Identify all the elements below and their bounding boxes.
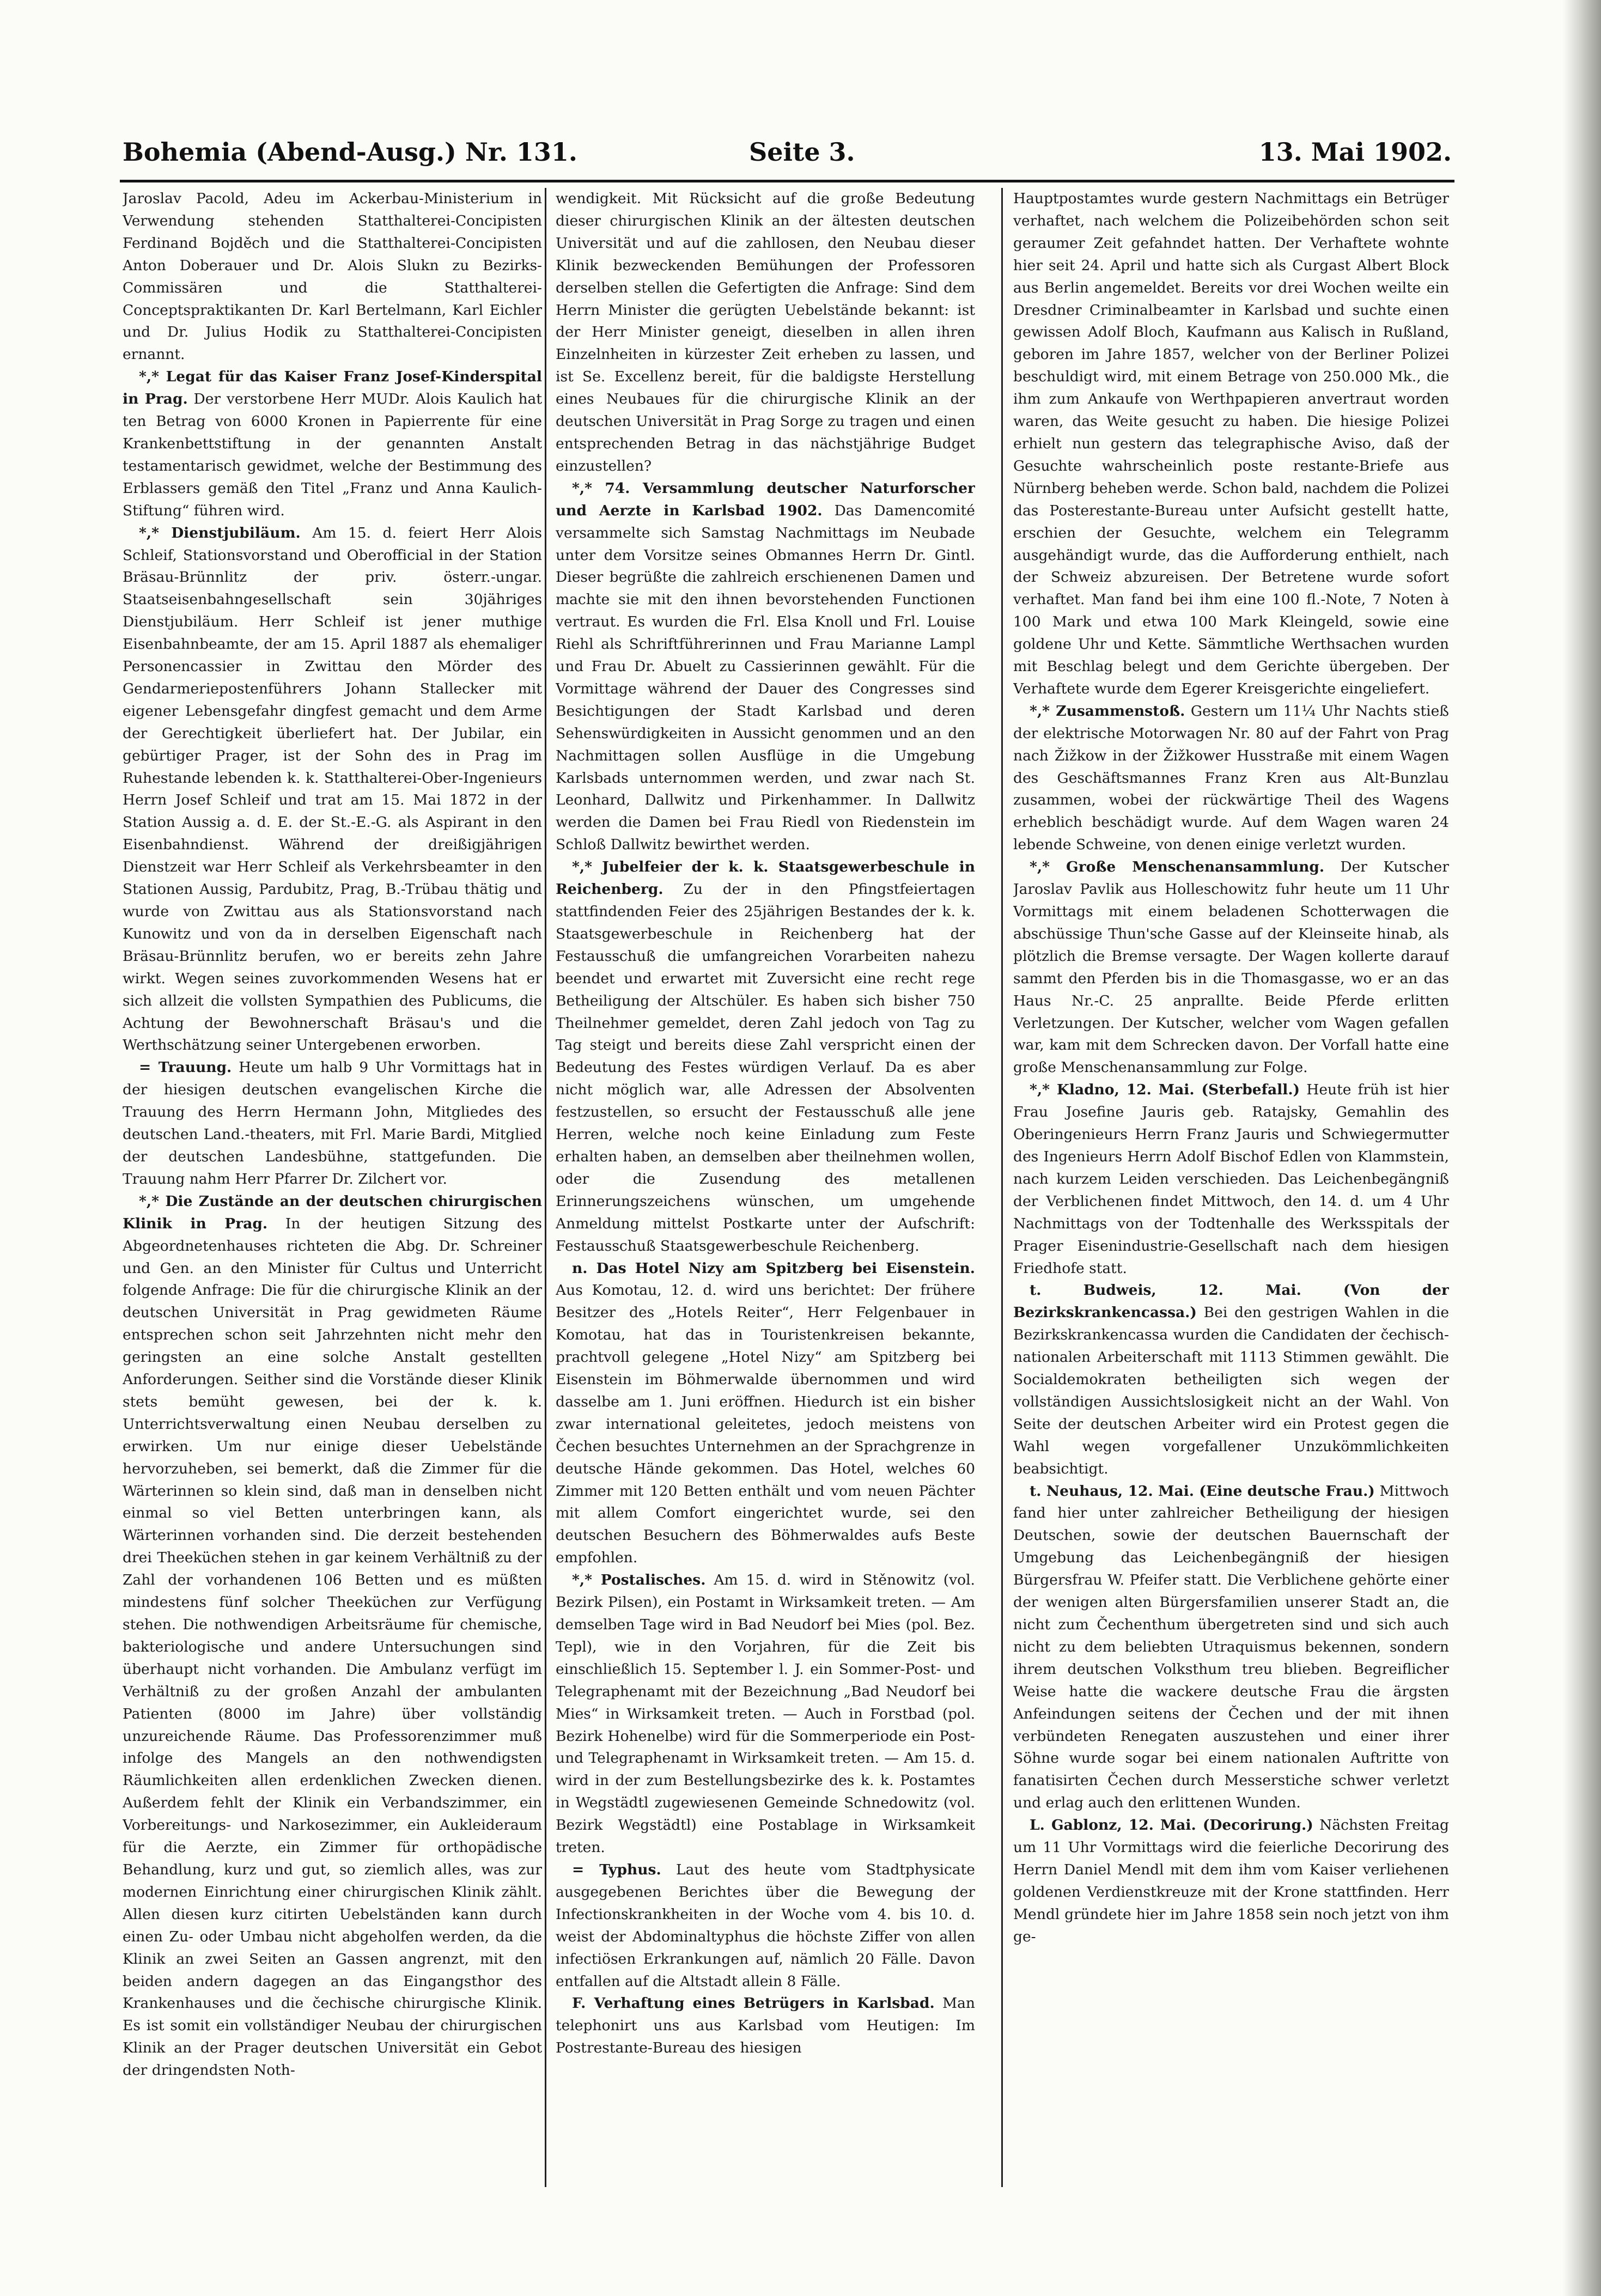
article-title: = Trauung.	[139, 1059, 232, 1076]
page-header	[123, 137, 1452, 175]
column-divider-2	[1001, 188, 1003, 2187]
column-divider-1	[545, 188, 546, 2187]
article-title: *,* Legat für das Kaiser Franz Josef-Kinderspital in Prag.	[123, 368, 542, 408]
article-paragraph: n. Das Hotel Nizy am Spitzberg bei Eisenstein. Aus Komotau, 12. d. wird uns berichtet: Der frühere Besitzer des „Hotels Reiter“, Herr Felgenbauer in Komotau, hat das in Touristenkreisen bekannte, prachtvoll gelegene „Hotel Nizy“ am Spitzberg bei Eisenstein im Böhmerwalde übernommen und wird dasselbe am 1. Juni eröffnen. Hiedurch ist ein bisher zwar international geleitetes, jedoch meistens von Čechen besuchtes Unternehmen an der Sprachgrenze in deutsche Hände gekommen. Das Hotel, welches 60 Zimmer mit 120 Betten enthält und vom neuen Pächter mit allem Comfort eingerichtet wurde, sei den deutschen Besuchern des Böhmerwaldes aufs Beste empfohlen.	[556, 1259, 975, 1567]
article-title: t. Budweis, 12. Mai. (Von der Bezirkskrankencassa.)	[1013, 1282, 1449, 1321]
article-title: *,* Die Zustände an der deutschen chirurgischen Klinik in Prag.	[123, 1192, 542, 1232]
header-page-number: Seite 3.	[749, 137, 855, 167]
article-paragraph: = Typhus. Laut des heute vom Stadtphysicate ausgegebenen Berichtes über die Bewegung der Infectionskrankheiten in der Woche vom 4. bis 10. d. weist der Abdominaltyphus die höchste Ziffer von allen infectiösen Erkrankungen auf, nämlich 20 Fälle. Davon entfallen auf die Altstadt allein 8 Fälle.	[556, 1861, 975, 1990]
article-paragraph: *,* Die Zustände an der deutschen chirurgischen Klinik in Prag. In der heutigen Sitzung des Abgeordnetenhauses richteten die Abg. Dr. Schreiner und Gen. an den Minister für Cultus und Unterricht folgende Anfrage: Die für die chirurgische Klinik an der deutschen Universität in Prag gewidmeten Räume entsprechen schon seit Jahrzehnten nicht mehr den geringsten an eine solche Anstalt gestellten Anforderungen. Seither sind die Vorstände dieser Klinik stets bemüht gewesen, bei der k. k. Unterrichtsverwaltung einen Neubau derselben zu erwirken. Um nur einige dieser Uebelstände hervorzuheben, sei bemerkt, daß die Zimmer für die Wärterinnen so klein sind, daß man in denselben nicht einmal so viel Betten unterbringen kann, als Wärterinnen vorhanden sind. Die derzeit bestehenden drei Theeküchen stehen in gar keinem Verhältniß zu der Zahl der vorhandenen 106 Betten und es müßten mindestens fünf solcher Theeküchen zur Verfügung stehen. Die nothwendigen Arbeitsräume für chemische, bakteriologische und andere Untersuchungen sind überhaupt nicht vorhanden. Die Ambulanz verfügt im Verhältniß zu der großen Anzahl der ambulanten Patienten (8000 im Jahre) über vollständig unzureichende Räume. Das Professorenzimmer muß infolge des Mangels an den nothwendigsten Räumlichkeiten allen erdenklichen Zwecken dienen. Außerdem fehlt der Klinik ein Verbandszimmer, ein Vorbereitungs- und Narkosezimmer, ein Aukleideraum für die Aerzte, ein Zimmer für orthopädische Behandlung, kurz und gut, so ziemlich alles, was zur modernen Einrichtung einer chirurgischen Klinik zählt. Allen diesen kurz citirten Uebelständen kann durch einen Zu- oder Umbau nicht abgeholfen werden, da die Klinik an zwei Seiten an Gassen angrenzt, mit den beiden andern dagegen an das Eingangsthor des Krankenhauses und die čechische chirurgische Klinik. Es ist somit ein vollständiger Neubau der chirurgischen Klinik an der Prager deutschen Universität ein Gebot der dringendsten Noth-	[123, 1192, 542, 2079]
article-paragraph: F. Verhaftung eines Betrügers in Karlsbad. Man telephonirt uns aus Karlsbad vom Heutigen: Im Postrestante-Bureau des hiesigen	[556, 1995, 975, 2057]
article-title: F. Verhaftung eines Betrügers in Karlsbad.	[572, 1995, 935, 2012]
article-paragraph: t. Budweis, 12. Mai. (Von der Bezirkskrankencassa.) Bei den gestrigen Wahlen in die Bezirkskrankencassa wurden die Candidaten der čechisch-nationalen Arbeiterschaft mit 1113 Stimmen gewählt. Die Socialdemokraten betheiligten sich wegen der vollständigen Aussichtslosigkeit nicht an der Wahl. Von Seite der deutschen Arbeiter wird ein Protest gegen die Wahl wegen vorgefallener Unzukömmlichkeiten beabsichtigt.	[1013, 1282, 1449, 1477]
article-title: *,* Dienstjubiläum.	[139, 524, 301, 541]
article-paragraph: t. Neuhaus, 12. Mai. (Eine deutsche Frau.) Mittwoch fand hier unter zahlreicher Betheiligung der hiesigen Deutschen, sowie der deutschen Bauernschaft der Umgebung das Leichenbegängniß der hiesigen Bürgersfrau W. Pfeifer statt. Die Verblichene gehörte einer der wenigen alten Bürgersfamilien unserer Stadt an, die nicht zum Čechenthum übergetreten sind und sich auch nicht zu dem beliebten Utraquismus bekennen, sondern ihrem deutschen Volksthum treu blieben. Begreiflicher Weise hatte die wackere deutsche Frau die ärgsten Anfeindungen seitens der Čechen und der mit ihnen verbündeten Renegaten auszustehen und einer ihrer Söhne wurde sogar bei einem nationalen Auftritte von fanatisirten Čechen durch Messerstiche schwer verletzt und erlag auch den erlittenen Wunden.	[1013, 1482, 1449, 1812]
article-title: *,* 74. Versammlung deutscher Naturforscher und Aerzte in Karlsbad 1902.	[556, 479, 975, 519]
article-paragraph: wendigkeit. Mit Rücksicht auf die große Bedeutung dieser chirurgischen Klinik an der ältesten deutschen Universität und auf die zahllosen, den Neubau dieser Klinik bezweckenden Bemühungen der Professoren derselben stellen die Gefertigten die Anfrage: Sind dem Herrn Minister die gerügten Uebelstände bekannt: ist der Herr Minister geneigt, dieselben in allen ihren Einzelnheiten in kürzester Zeit erheben zu lassen, und ist Se. Excellenz bereit, für die baldigste Herstellung eines Neubaues für die chirurgische Klinik an der deutschen Universität in Prag Sorge zu tragen und einen entsprechenden Betrag in das nächstjährige Budget einzustellen?	[556, 190, 975, 474]
article-title: *,* Kladno, 12. Mai. (Sterbefall.)	[1030, 1081, 1300, 1099]
article-paragraph: *,* Dienstjubiläum. Am 15. d. feiert Herr Alois Schleif, Stationsvorstand und Oberofficial in der Station Bräsau-Brünnlitz der priv. österr.-ungar. Staatseisenbahngesellschaft sein 30jähriges Dienstjubiläum. Herr Schleif ist jener muthige Eisenbahnbeamte, der am 15. April 1887 als ehemaliger Personencassier in Zwittau den Mörder des Gendarmeriepostenführers Johann Stallecker mit eigener Lebensgefahr dingfest gemacht und dem Arme der Gerechtigkeit überliefert hat. Der Jubilar, ein gebürtiger Prager, ist der Sohn des in Prag im Ruhestande lebenden k. k. Statthalterei-Ober-Ingenieurs Herrn Josef Schleif und trat am 15. Mai 1872 in der Station Aussig a. d. E. der St.-E.-G. als Aspirant in den Eisenbahndienst. Während der dreißigjährigen Dienstzeit war Herr Schleif als Verkehrsbeamter in den Stationen Aussig, Pardubitz, Prag, B.-Trübau thätig und wurde von Zwittau aus als Stationsvorstand nach Kunowitz und von da in derselben Eigenschaft nach Bräsau-Brünnlitz berufen, wo er bereits zehn Jahre wirkt. Wegen seines zuvorkommenden Wesens hat er sich allzeit die vollsten Sympathien des Publicums, die Achtung der Bewohnerschaft Bräsau's und die Werthschätzung seiner Untergebenen erworben.	[123, 524, 542, 1054]
page-edge-shadow	[1563, 0, 1601, 2296]
column-1	[123, 188, 542, 2198]
article-paragraph: *,* Zusammenstoß. Gestern um 11¼ Uhr Nachts stieß der elektrische Motorwagen Nr. 80 auf der Fahrt von Prag nach Žižkow in der Žižkower Husstraße mit einem Wagen des Geschäftsmannes Franz Kren aus Alt-Bunzlau zusammen, wobei der rückwärtige Theil des Wagens erheblich beschädigt wurde. Auf dem Wagen waren 24 lebende Schweine, von denen einige verletzt wurden.	[1013, 702, 1449, 854]
article-title: n. Das Hotel Nizy am Spitzberg bei Eisenstein.	[572, 1259, 975, 1277]
article-paragraph: L. Gablonz, 12. Mai. (Decorirung.) Nächsten Freitag um 11 Uhr Vormittags wird die feierliche Decorirung des Herrn Daniel Mendl mit dem ihm vom Kaiser verliehenen goldenen Verdienstkreuze mit der Krone stattfinden. Herr Mendl gründete hier im Jahre 1858 sein noch jetzt von ihm ge-	[1013, 1817, 1449, 1945]
header-date: 13. Mai 1902.	[1258, 137, 1452, 167]
article-title: t. Neuhaus, 12. Mai. (Eine deutsche Frau.)	[1030, 1482, 1375, 1500]
article-paragraph: *,* Jubelfeier der k. k. Staatsgewerbeschule in Reichenberg. Zu der in den Pfingstfeiertagen stattfindenden Feier des 25jährigen Bestandes der k. k. Staatsgewerbeschule in Reichenberg hat der Festausschuß die umfangreichen Vorarbeiten nahezu beendet und erwartet mit Zuversicht eine recht rege Betheiligung der Altschüler. Es haben sich bisher 750 Theilnehmer gemeldet, deren Zahl jedoch von Tag zu Tag steigt und bereits diese Zahl verspricht einen der Bedeutung des Festes würdigen Verlauf. Da es aber nicht möglich war, alle Adressen der Absolventen festzustellen, so ersucht der Festausschuß alle jene Herren, welche noch keine Einladung zum Feste erhalten haben, an demselben aber theilnehmen wollen, oder die Zusendung des metallenen Erinnerungszeichens wünschen, um umgehende Anmeldung mittelst Postkarte unter der Aufschrift: Festausschuß Staatsgewerbeschule Reichenberg.	[556, 858, 975, 1254]
article-paragraph: *,* Postalisches. Am 15. d. wird in Stěnowitz (vol. Bezirk Pilsen), ein Postamt in Wirksamkeit treten. — Am demselben Tage wird in Bad Neudorf bei Mies (pol. Bez. Tepl), wie in den Vorjahren, für die Zeit bis einschließlich 15. September l. J. ein Sommer-Post- und Telegraphenamt mit der Bezeichnung „Bad Neudorf bei Mies“ in Wirksamkeit treten. — Auch in Forstbad (pol. Bezirk Hohenelbe) wird für die Sommerperiode ein Post- und Telegraphenamt in Wirksamkeit treten. — Am 15. d. wird in der zum Bestellungsbezirke des k. k. Postamtes in Wegstädtl zugewiesenen Gemeinde Schnedowitz (vol. Bezirk Wegstädtl) eine Postablage in Wirksamkeit treten.	[556, 1572, 975, 1856]
column-3	[1013, 188, 1449, 2198]
article-title: *,* Postalisches.	[572, 1572, 706, 1589]
article-paragraph: *,* 74. Versammlung deutscher Naturforscher und Aerzte in Karlsbad 1902. Das Damencomité versammelte sich Samstag Nachmittags im Neubade unter dem Vorsitze seines Obmannes Herrn Dr. Gintl. Dieser begrüßte die zahlreich erschienenen Damen und machte sie mit den ihnen bevorstehenden Functionen vertraut. Es wurden die Frl. Elsa Knoll und Frl. Louise Riehl als Schriftführerinnen und Frau Marianne Lampl und Frau Dr. Abuelt zu Cassierinnen gewählt. Für die Vormittage während der Dauer des Congresses sind Besichtigungen der Stadt Karlsbad und deren Sehenswürdigkeiten in Aussicht genommen und an den Nachmittagen sollen Ausflüge in die Umgebung Karlsbads unternommen werden, und zwar nach St. Leonhard, Dallwitz und Pirkenhammer. In Dallwitz werden die Damen bei Frau Riedl von Riedenstein im Schloß Dallwitz bewirthet werden.	[556, 479, 975, 854]
article-paragraph: *,* Legat für das Kaiser Franz Josef-Kinderspital in Prag. Der verstorbene Herr MUDr. Alois Kaulich hat ten Betrag von 6000 Kronen in Papierrente für eine Krankenbettstiftung in der genannten Anstalt testamentarisch gewidmet, welche der Bestimmung des Erblassers gemäß den Titel „Franz und Anna Kaulich-Stiftung“ führen wird.	[123, 368, 542, 519]
article-title: *,* Zusammenstoß.	[1030, 702, 1185, 720]
header-rule	[120, 180, 1454, 182]
article-title: L. Gablonz, 12. Mai. (Decorirung.)	[1030, 1817, 1313, 1834]
article-title: *,* Jubelfeier der k. k. Staatsgewerbeschule in Reichenberg.	[556, 858, 975, 898]
article-paragraph: Hauptpostamtes wurde gestern Nachmittags ein Betrüger verhaftet, nach welchem die Polizeibehörden schon seit geraumer Zeit gefahndet hatten. Der Verhaftete wohnte hier seit 24. April und hatte sich als Curgast Albert Block aus Berlin angemeldet. Bereits vor drei Wochen weilte ein Dresdner Criminalbeamter in Karlsbad und suchte einen gewissen Adolf Bloch, Kaufmann aus Kalisch in Rußland, geboren im Jahre 1857, welcher von der Berliner Polizei beschuldigt wird, mit einem Betrage von 250.000 Mk., die ihm zum Ankaufe von Werthpapieren anvertraut worden waren, das Weite gesucht zu haben. Die hiesige Polizei erhielt nun gestern das telegraphische Aviso, daß der Gesuchte wahrscheinlich poste restante-Briefe aus Nürnberg beheben werde. Schon bald, nachdem die Polizei das Posterestante-Bureau unter Aufsicht gestellt hatte, erschien der Gesuchte, welchem ein Telegramm ausgehändigt wurde, das die Aufforderung enthielt, nach der Schweiz abzureisen. Der Betretene wurde sofort verhaftet. Man fand bei ihm eine 100 fl.-Note, 7 Noten à 100 Mark und etwa 100 Mark Kleingeld, sowie eine goldene Uhr und Kette. Sämmtliche Werthsachen wurden mit Beschlag belegt und dem Gerichte übergeben. Der Verhaftete wurde dem Egerer Kreisgerichte eingeliefert.	[1013, 190, 1449, 697]
article-paragraph: = Trauung. Heute um halb 9 Uhr Vormittags hat in der hiesigen deutschen evangelischen Kirche die Trauung des Herrn Hermann John, Mitgliedes des deutschen Land.-theaters, mit Frl. Marie Bardi, Mitglied der deutschen Landesbühne, stattgefunden. Die Trauung nahm Herr Pfarrer Dr. Zilchert vor.	[123, 1059, 542, 1187]
article-title: = Typhus.	[572, 1861, 661, 1878]
article-title: *,* Große Menschenansammlung.	[1030, 858, 1325, 876]
article-paragraph: Jaroslav Pacold, Adeu im Ackerbau-Ministerium in Verwendung stehenden Statthalterei-Concipisten Ferdinand Bojděch und die Statthalterei-Concipisten Anton Doberauer und Dr. Alois Slukn zu Bezirks-Commissären und die Statthalterei-Conceptspraktikanten Dr. Karl Bertelmann, Karl Eichler und Dr. Julius Hodik zu Statthalterei-Concipisten ernannt.	[123, 190, 542, 363]
article-paragraph: *,* Große Menschenansammlung. Der Kutscher Jaroslav Pavlik aus Holleschowitz fuhr heute um 11 Uhr Vormittags mit einem beladenen Schotterwagen die abschüssige Thun'sche Gasse auf der Kleinseite hinab, als plötzlich die Bremse versagte. Der Wagen kollerte darauf sammt den Pferden bis in die Thomasgasse, wo er an das Haus Nr.-C. 25 anprallte. Beide Pferde erlitten Verletzungen. Der Kutscher, welcher vom Wagen gefallen war, kam mit dem Schrecken davon. Der Vorfall hatte eine große Menschenansammlung zur Folge.	[1013, 858, 1449, 1076]
header-publication: Bohemia (Abend-Ausg.) Nr. 131.	[123, 137, 577, 167]
article-paragraph: *,* Kladno, 12. Mai. (Sterbefall.) Heute früh ist hier Frau Josefine Jauris geb. Ratajsky, Gemahlin des Oberingenieurs Herrn Franz Jauris und Schwiegermutter des Ingenieurs Herrn Adolf Bischof Edlen von Klammstein, nach kurzem Leiden verschieden. Das Leichenbegängniß der Verblichenen findet Mittwoch, den 14. d. um 4 Uhr Nachmittags von der Todtenhalle des Werksspitals der Prager Eisenindustrie-Gesellschaft nach dem hiesigen Friedhofe statt.	[1013, 1081, 1449, 1277]
column-2	[556, 188, 975, 2198]
